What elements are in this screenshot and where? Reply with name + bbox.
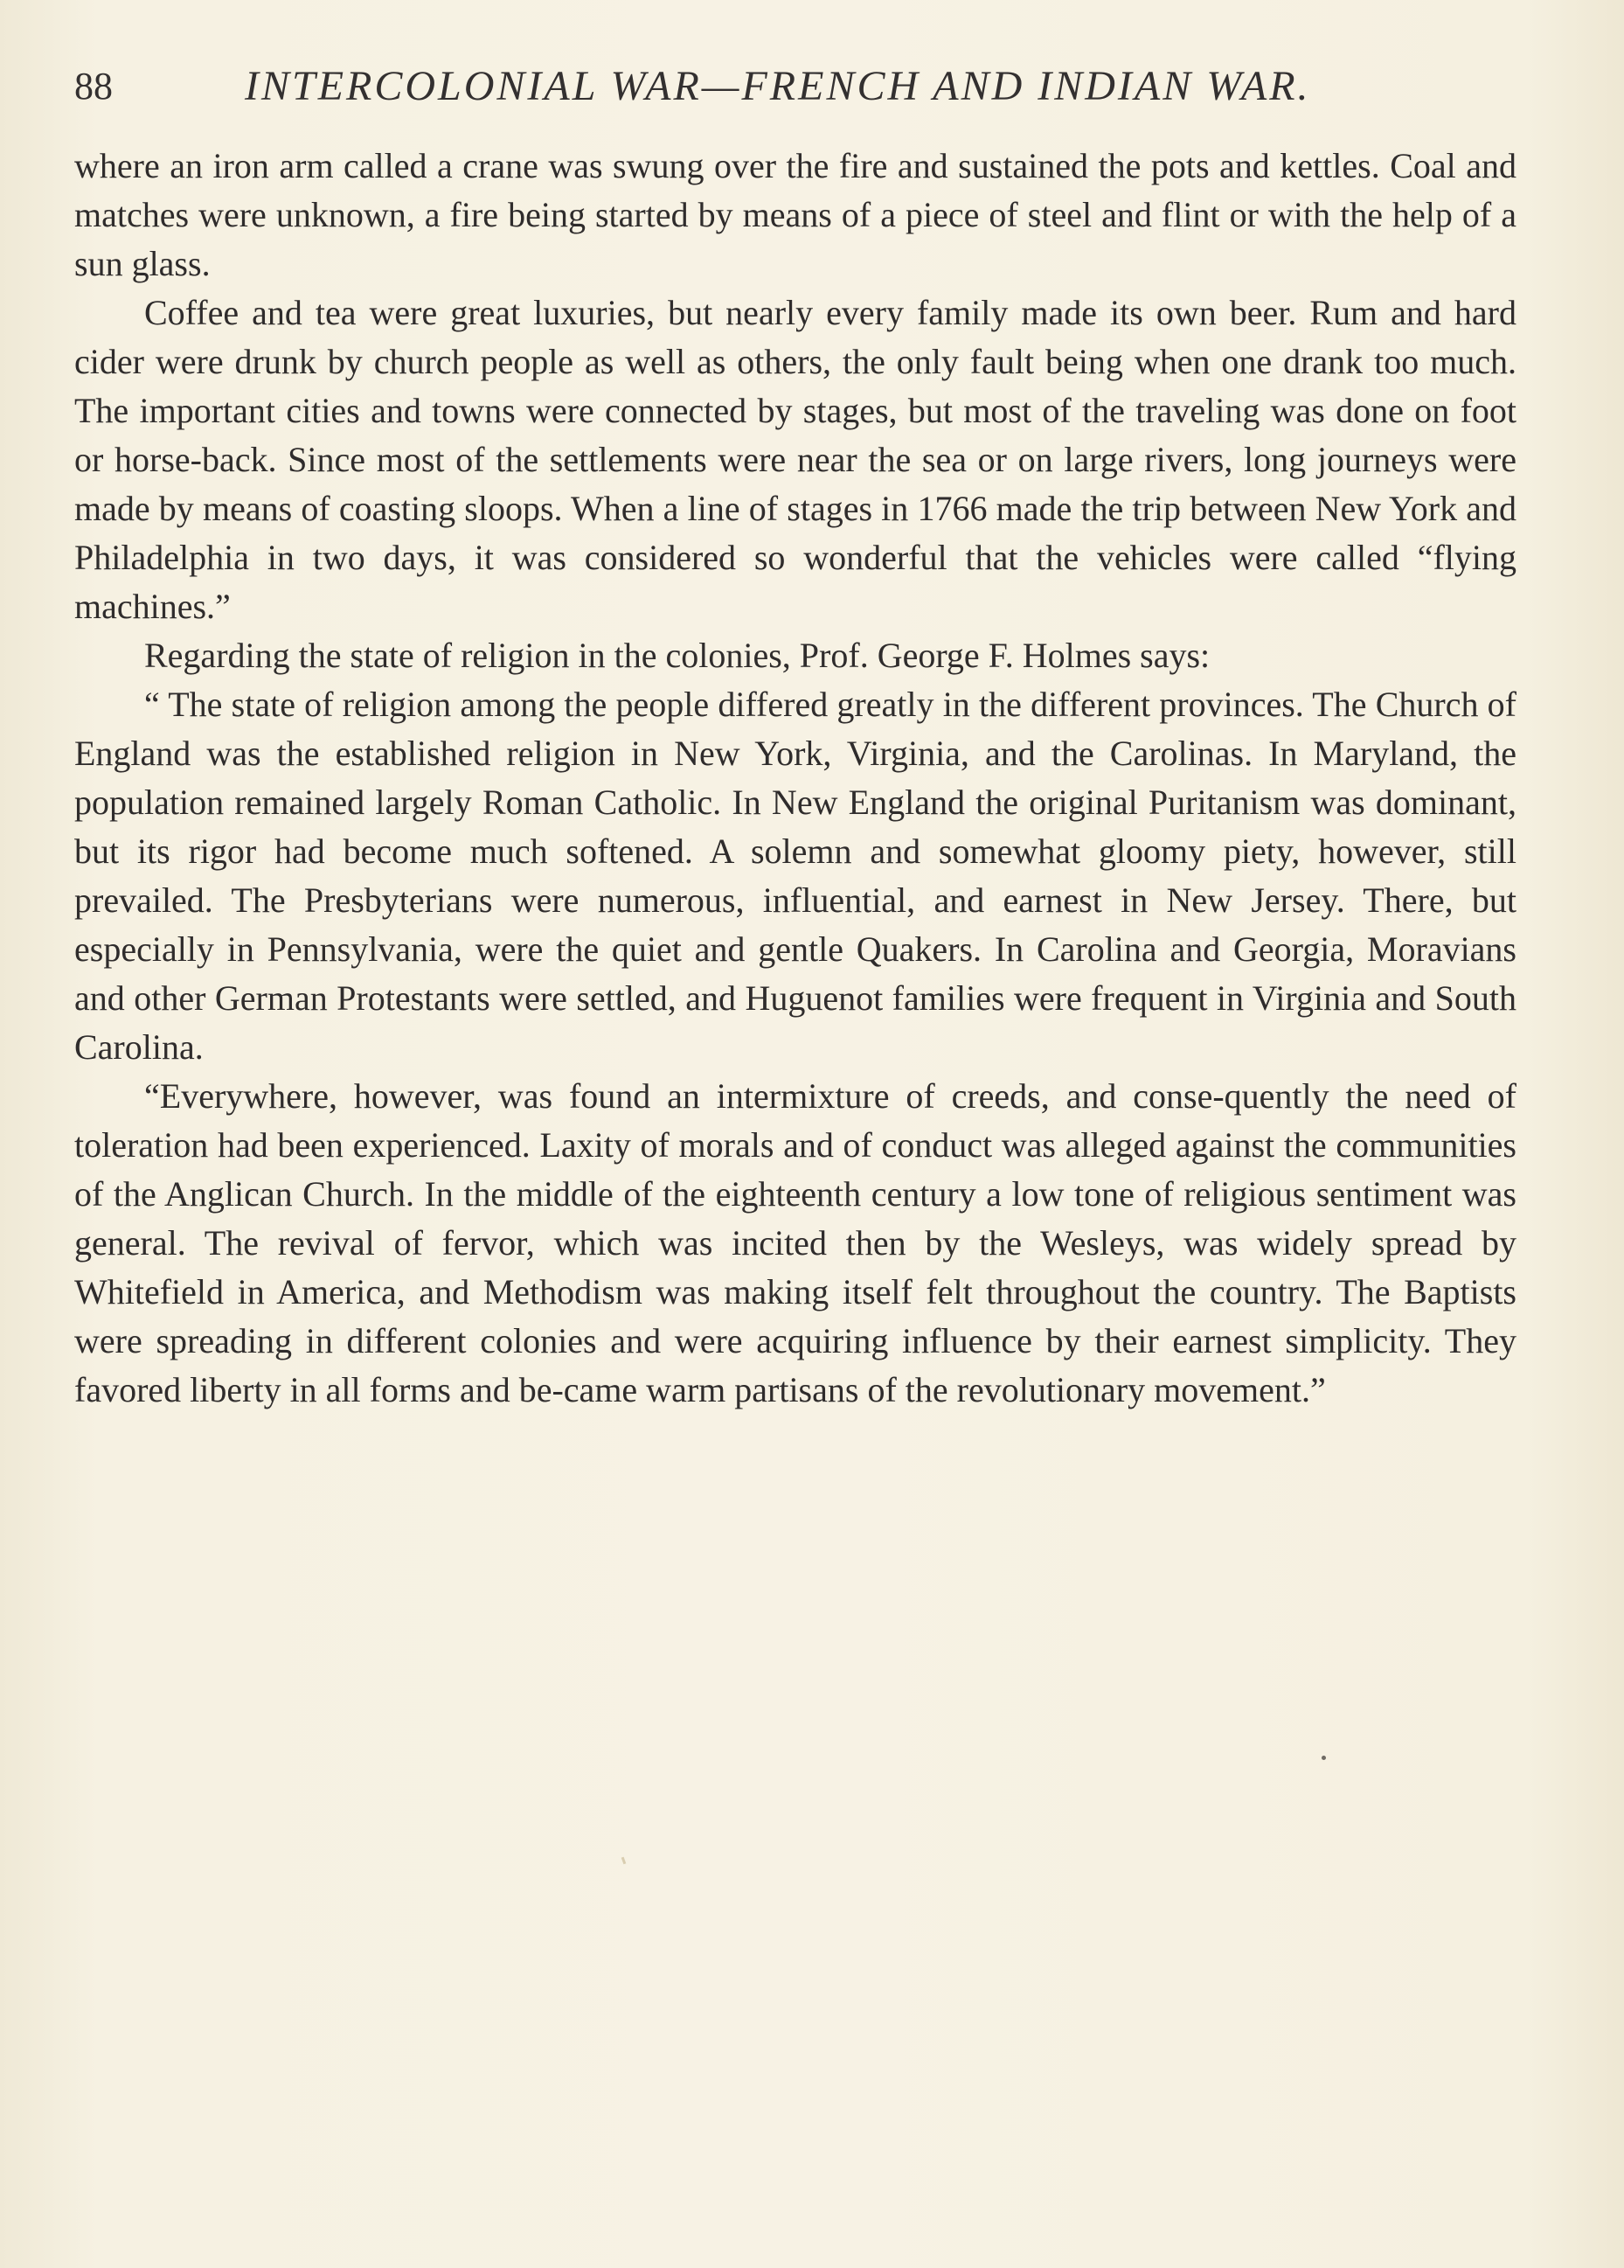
paragraph-continuation: where an iron arm called a crane was swung over the fire and sustained the pots and kettles. Coal and matches were unknown, a fire being started by means of a piece of steel and flint or with the help of a sun glass. — [74, 146, 1516, 283]
paragraph-customs: Coffee and tea were great luxuries, but nearly every family made its own beer. Rum and hard cider were drunk by church people as well as others, the only fault being when one drank too much. The important cities and towns were connected by stages, but most of the traveling was done on foot or horse-back. Since most of the settlements were near the sea or on large rivers, long journeys were made by means of coasting sloops. When a line of stages in 1766 made the trip between New York and Philadelphia in two days, it was considered so wonderful that the vehicles were called “flying machines.” — [74, 293, 1516, 626]
paper-mark — [621, 1857, 627, 1865]
paragraph-religion-intro: Regarding the state of religion in the colonies, Prof. George F. Holmes says: — [144, 636, 1211, 675]
running-title: INTERCOLONIAL WAR—FRENCH AND INDIAN WAR. — [245, 63, 1311, 109]
paragraph-quote-creeds: “Everywhere, however, was found an intermixture of creeds, and conse-quently the need of toleration had been experienced. Laxity of morals and of conduct was alleged against the communities of the Anglican Church. In the middle of the eighteenth century a low tone of religious sentiment was general. The revival of fervor, which was incited then by the Wesleys, was widely spread by Whitefield in America, and Methodism was making itself felt throughout the country. The Baptists were spreading in different colonies and were acquiring influence by their earnest simplicity. They favored liberty in all forms and be-came warm partisans of the revolutionary movement.” — [74, 1076, 1516, 1409]
paper-speck — [1322, 1756, 1326, 1760]
body-text — [74, 142, 1516, 1415]
page-number: 88 — [74, 65, 113, 108]
running-head — [74, 56, 1342, 117]
paragraph-quote-provinces: “ The state of religion among the people differed greatly in the different provinces. The Church of England was the established religion in New York, Virginia, and the Carolinas. In Maryland, the population remained largely Roman Catholic. In New England the original Puritanism was dominant, but its rigor had become much softened. A solemn and somewhat gloomy piety, however, still prevailed. The Presbyterians were numerous, influential, and earnest in New Jersey. There, but especially in Pennsylvania, were the quiet and gentle Quakers. In Carolina and Georgia, Moravians and other German Protestants were settled, and Huguenot families were frequent in Virginia and South Carolina. — [74, 685, 1516, 1067]
